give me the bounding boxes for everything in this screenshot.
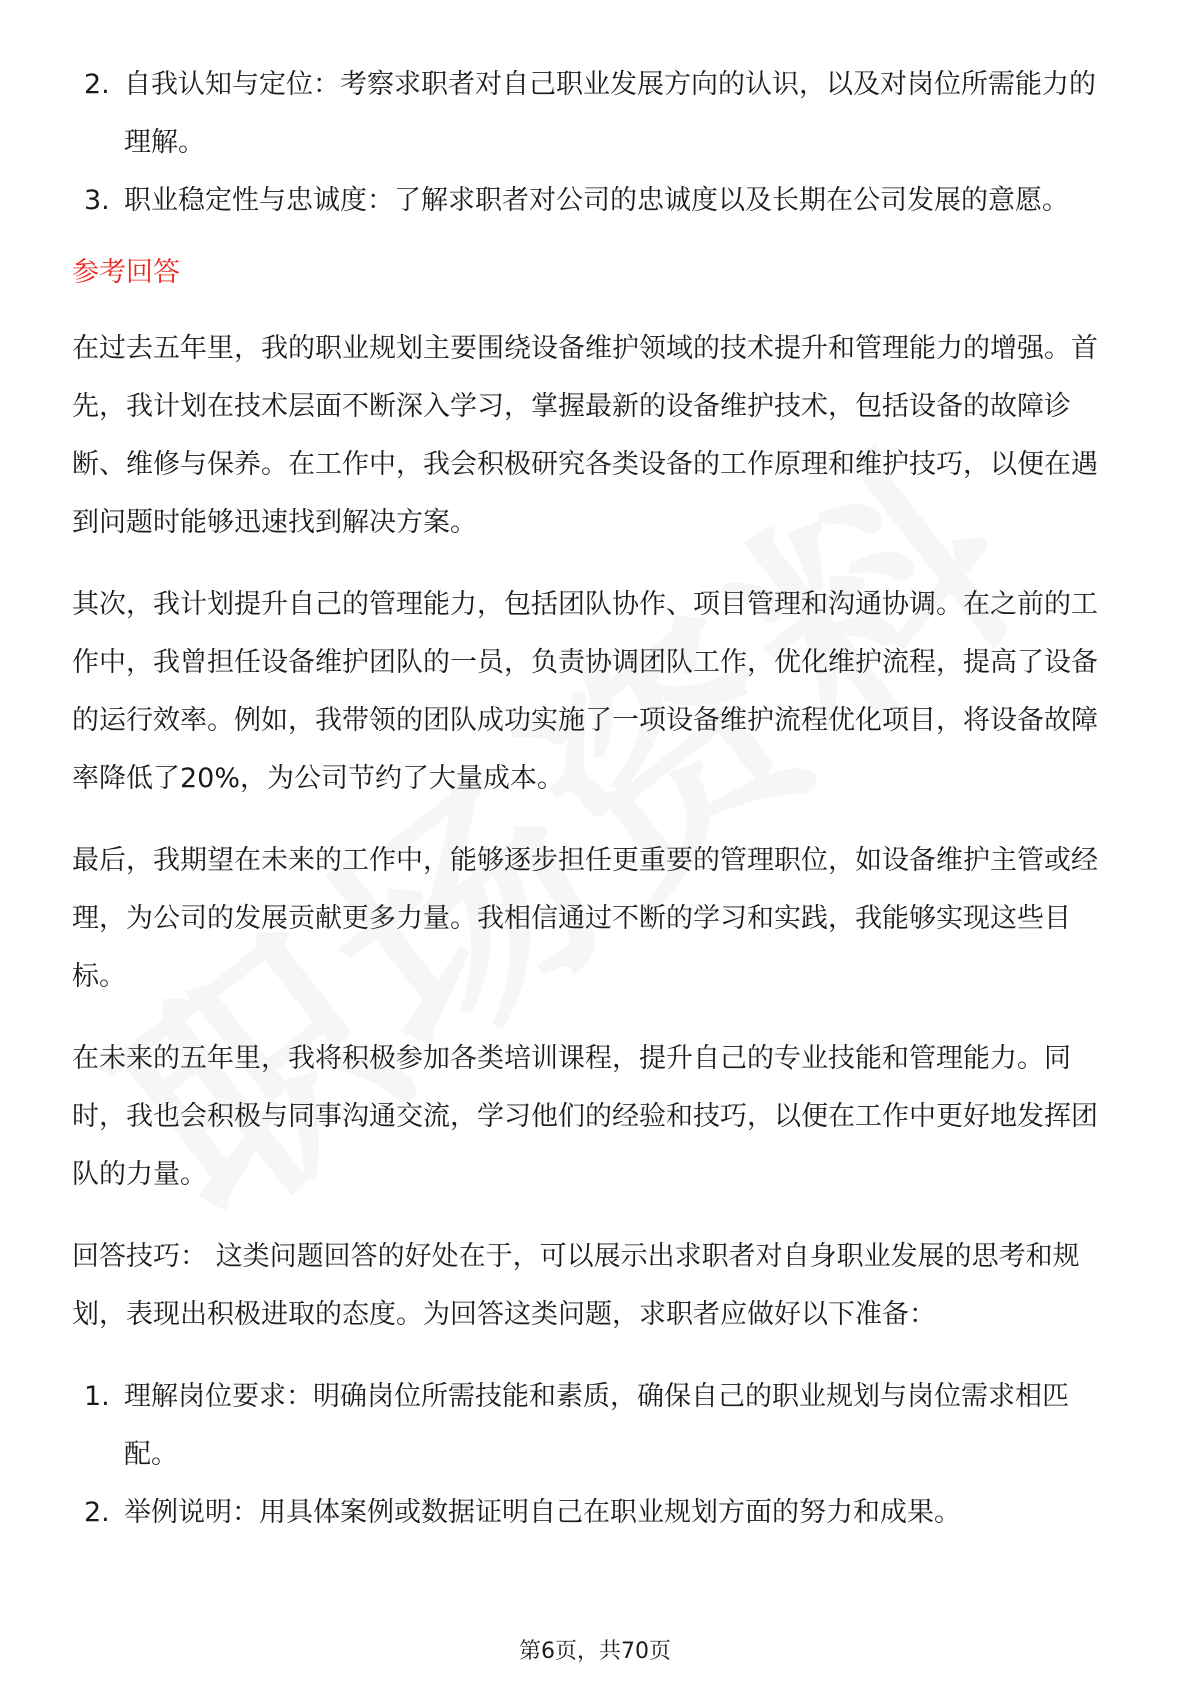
- list-item: [72, 1484, 1122, 1542]
- list-item-text: 自我认知与定位：考察求职者对自己职业发展方向的认识，以及对岗位所需能力的理解。: [124, 69, 1096, 158]
- list-number: 1.: [84, 1381, 110, 1412]
- paragraph: 回答技巧： 这类问题回答的好处在于，可以展示出求职者对自身职业发展的思考和规划，表现出积极进取的态度。为回答这类问题，求职者应做好以下准备：: [72, 1241, 1080, 1330]
- page-footer: 第6页，共70页: [519, 1639, 671, 1664]
- list-number: 3.: [84, 185, 110, 216]
- list-number: 2.: [84, 69, 110, 100]
- top-numbered-list: [72, 56, 1122, 230]
- bottom-numbered-list: [72, 1368, 1122, 1542]
- paragraph: 在过去五年里，我的职业规划主要围绕设备维护领域的技术提升和管理能力的增强。首先，我计划在技术层面不断深入学习，掌握最新的设备维护技术，包括设备的故障诊断、维修与保养。在工作中，我会积极研究各类设备的工作原理和维护技巧，以便在遇到问题时能够迅速找到解决方案。: [72, 333, 1098, 538]
- paragraph: 其次，我计划提升自己的管理能力，包括团队协作、项目管理和沟通协调。在之前的工作中，我曾担任设备维护团队的一员，负责协调团队工作，优化维护流程，提高了设备的运行效率。例如，我带领的团队成功实施了一项设备维护流程优化项目，将设备故障率降低了20%，为公司节约了大量成本。: [72, 589, 1098, 794]
- document-body: [72, 56, 1122, 1542]
- list-number: 2.: [84, 1497, 110, 1528]
- list-item: [72, 56, 1122, 172]
- list-item: [72, 172, 1122, 230]
- list-item-text: 理解岗位要求：明确岗位所需技能和素质，确保自己的职业规划与岗位需求相匹配。: [124, 1381, 1069, 1470]
- list-item-text: 举例说明：用具体案例或数据证明自己在职业规划方面的努力和成果。: [124, 1497, 961, 1528]
- list-item: [72, 1368, 1122, 1484]
- list-item-text: 职业稳定性与忠诚度：了解求职者对公司的忠诚度以及长期在公司发展的意愿。: [124, 185, 1069, 216]
- section-heading: 参考回答: [72, 257, 180, 288]
- paragraph: 在未来的五年里，我将积极参加各类培训课程，提升自己的专业技能和管理能力。同时，我也会积极与同事沟通交流，学习他们的经验和技巧，以便在工作中更好地发挥团队的力量。: [72, 1043, 1098, 1190]
- paragraph: 最后，我期望在未来的工作中，能够逐步担任更重要的管理职位，如设备维护主管或经理，为公司的发展贡献更多力量。我相信通过不断的学习和实践，我能够实现这些目标。: [72, 845, 1098, 992]
